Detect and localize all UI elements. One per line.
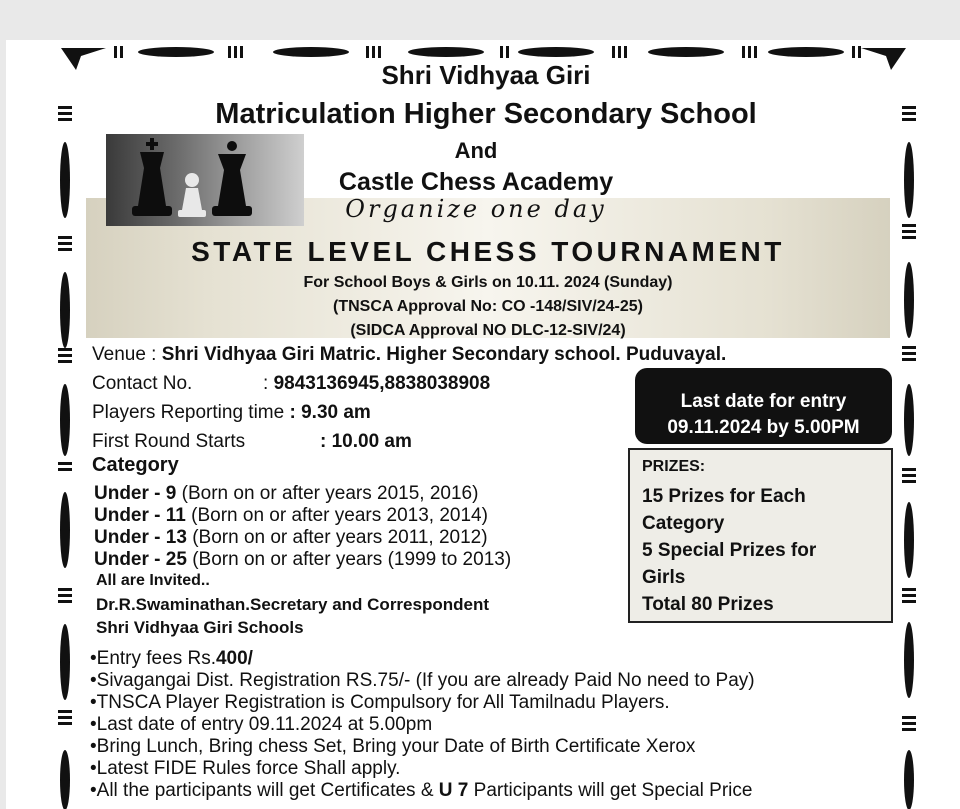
- sidca-approval: (SIDCA Approval NO DLC-12-SIV/24): [350, 322, 626, 339]
- category-item: [94, 549, 511, 571]
- school-full-name: Matriculation Higher Secondary School: [215, 98, 757, 130]
- bullet-bold: 400/: [215, 648, 253, 669]
- category-item: [94, 527, 488, 549]
- bullet-bold: U 7: [438, 780, 469, 801]
- category-item: [94, 483, 478, 505]
- contact-value: 9843136945,8838038908: [273, 373, 491, 394]
- bullet-entry-fees: [90, 648, 253, 670]
- bullet-text: Participants will get Special Price: [468, 780, 753, 801]
- reporting-label: Players Reporting time: [92, 402, 285, 423]
- academy-name: Castle Chess Academy: [338, 168, 614, 196]
- flyer-page: [6, 40, 960, 809]
- category-name: Under - 11: [94, 505, 186, 526]
- prizes-box: [628, 448, 893, 623]
- tournament-title: STATE LEVEL CHESS TOURNAMENT: [191, 236, 785, 267]
- prizes-title: PRIZES:: [642, 458, 706, 475]
- category-name: Under - 9: [94, 483, 177, 504]
- bullet-registration: •Sivagangai Dist. Registration RS.75/- (If you are already Paid No need to Pay): [90, 670, 755, 691]
- reporting-sep: :: [284, 402, 302, 423]
- bullet-certificates: [90, 780, 752, 802]
- category-born: (Born on or after years 2011, 2012): [186, 527, 488, 548]
- category-born: (Born on or after years 2013, 2014): [185, 505, 488, 526]
- category-heading: Category: [92, 454, 179, 476]
- venue-line: [92, 344, 726, 366]
- last-date-box: [635, 368, 892, 444]
- school-name: Shri Vidhyaa Giri: [381, 60, 591, 90]
- category-item: [94, 505, 488, 527]
- venue-value: Shri Vidhyaa Giri Matric. Higher Secondary school. Puduvayal.: [161, 344, 727, 365]
- bullet-last-date: •Last date of entry 09.11.2024 at 5.00pm: [90, 714, 433, 735]
- prize-line: Total 80 Prizes: [642, 594, 774, 615]
- last-date-line1: Last date for entry: [680, 391, 847, 412]
- reporting-line: [92, 402, 371, 424]
- prize-line: Girls: [642, 567, 686, 588]
- first-round-sep: :: [320, 431, 332, 452]
- bullet-fide: •Latest FIDE Rules force Shall apply.: [90, 758, 401, 779]
- contact-line: [263, 373, 490, 395]
- category-name: Under - 13: [94, 527, 187, 548]
- prize-line: 5 Special Prizes for: [642, 540, 817, 561]
- reporting-value: 9.30 am: [301, 402, 371, 423]
- category-name: Under - 25: [94, 549, 187, 570]
- and-text: And: [454, 138, 498, 163]
- schools-text: Shri Vidhyaa Giri Schools: [96, 618, 304, 637]
- bullet-text: •All the participants will get Certificates &: [90, 780, 439, 801]
- organize-line: Organize one day: [345, 195, 607, 223]
- secretary-text: Dr.R.Swaminathan.Secretary and Correspondent: [96, 595, 489, 614]
- category-born: (Born on or after years (1999 to 2013): [186, 549, 512, 570]
- first-round-value: 10.00 am: [331, 431, 412, 452]
- first-round-line: [320, 431, 412, 453]
- bullet-text: •Entry fees Rs.: [90, 648, 216, 669]
- contact-label: Contact No.: [92, 373, 193, 394]
- for-school-line: For School Boys & Girls on 10.11. 2024 (Sunday): [303, 274, 673, 291]
- prize-line: 15 Prizes for Each: [642, 486, 806, 507]
- contact-sep: :: [263, 373, 274, 394]
- first-round-label: First Round Starts: [92, 431, 246, 452]
- last-date-line2: 09.11.2024 by 5.00PM: [667, 417, 860, 438]
- invited-text: All are Invited..: [96, 572, 210, 589]
- bullet-tnsca: •TNSCA Player Registration is Compulsory for All Tamilnadu Players.: [90, 692, 670, 713]
- category-born: (Born on or after years 2015, 2016): [176, 483, 479, 504]
- bullet-bring: •Bring Lunch, Bring chess Set, Bring your Date of Birth Certificate Xerox: [90, 736, 696, 757]
- venue-label: Venue :: [92, 344, 162, 365]
- prize-line: Category: [642, 513, 725, 534]
- tnsca-approval: (TNSCA Approval No: CO -148/SIV/24-25): [333, 298, 643, 315]
